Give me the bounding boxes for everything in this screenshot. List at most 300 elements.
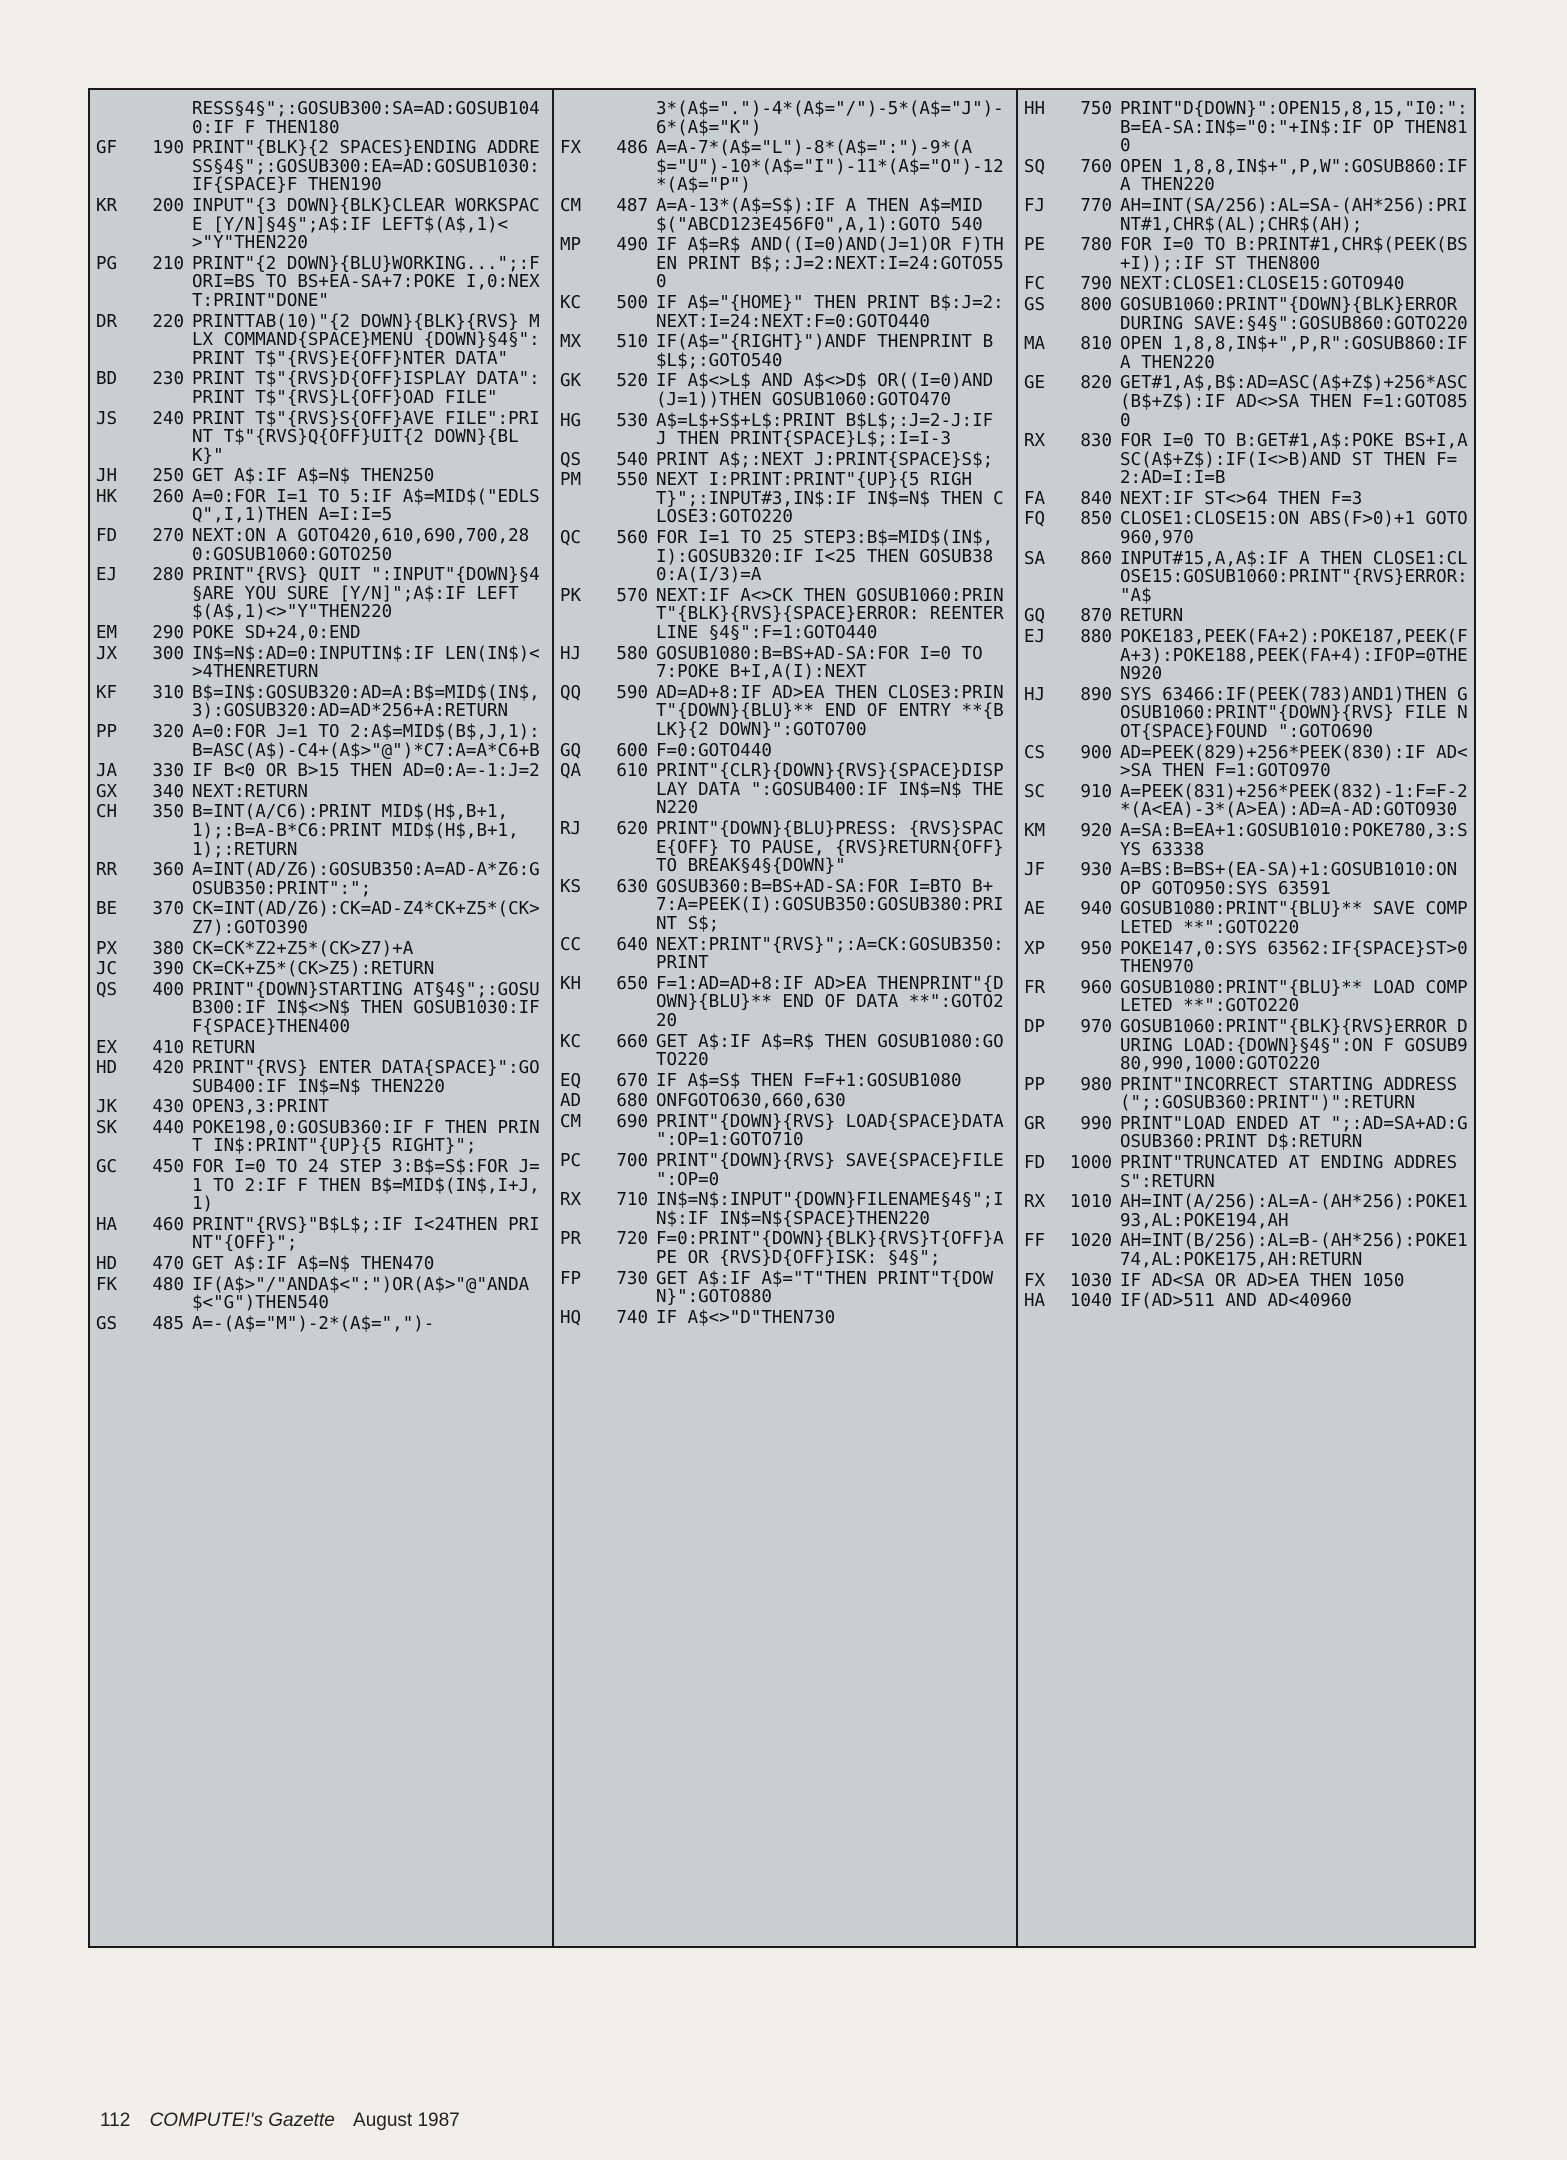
checksum: FX <box>1024 1270 1046 1291</box>
code-line <box>1024 334 1479 373</box>
line-number: 780 <box>1080 235 1112 256</box>
code-text: PRINT T$"{RVS}D{OFF}ISPLAY DATA":PRINT T$"{RVS}L{OFF}OAD FILE" <box>192 369 540 408</box>
checksum: PC <box>560 1151 582 1172</box>
line-number: 370 <box>152 899 184 920</box>
checksum: PM <box>560 470 582 491</box>
checksum: KC <box>560 292 582 313</box>
line-number: 930 <box>1080 860 1112 881</box>
checksum: MX <box>560 332 582 353</box>
code-text: SYS 63466:IF(PEEK(783)AND1)THEN GOSUB1060:PRINT"{DOWN}{RVS} FILE NOT{SPACE}FOUND ":GOTO690 <box>1120 684 1468 742</box>
checksum: JA <box>96 761 118 782</box>
code-text: GOSUB360:B=BS+AD-SA:FOR I=BTO B+7:A=PEEK(I):GOSUB350:GOSUB380:PRINT S$; <box>656 876 1004 934</box>
code-line <box>96 255 544 311</box>
checksum: KF <box>96 682 118 703</box>
line-number: 890 <box>1080 684 1112 705</box>
code-line <box>96 1255 544 1274</box>
code-line <box>96 566 544 622</box>
checksum: FP <box>560 1268 582 1289</box>
code-text: AH=INT(B/256):AL=B-(AH*256):POKE174,AL:POKE175,AH:RETURN <box>1120 1231 1468 1271</box>
code-text: A=A-7*(A$="L")-8*(A$=":")-9*(A$="U")-10*(A$="I")-11*(A$="O")-12*(A$="P") <box>656 138 1004 196</box>
line-number: 650 <box>616 973 648 994</box>
line-number: 510 <box>616 332 648 353</box>
issue-date: August 1987 <box>353 2110 460 2131</box>
code-line <box>96 723 544 760</box>
checksum: GQ <box>1024 606 1046 627</box>
line-number: 486 <box>616 138 648 159</box>
checksum: GE <box>1024 373 1046 394</box>
code-text: INPUT"{3 DOWN}{BLK}CLEAR WORKSPACE [Y/N]§4§";A$:IF LEFT$(A$,1)<>"Y"THEN220 <box>192 195 540 254</box>
code-line <box>96 527 544 564</box>
line-number: 290 <box>152 623 184 644</box>
code-line <box>1024 861 1470 898</box>
code-line <box>96 1039 544 1058</box>
line-number: 360 <box>152 860 184 881</box>
code-text: RESS§4§";:GOSUB300:SA=AD:GOSUB1040:IF F THEN180 <box>192 99 540 138</box>
line-number: 520 <box>616 371 648 392</box>
line-number: 690 <box>616 1111 648 1132</box>
code-text: A=BS:B=BS+(EA-SA)+1:GOSUB1010:ON OP GOTO950:SYS 63591 <box>1120 860 1468 899</box>
checksum: SK <box>96 1117 118 1138</box>
line-number: 970 <box>1080 1016 1112 1037</box>
code-line <box>96 1119 544 1156</box>
checksum: RX <box>560 1190 582 1211</box>
line-number: 420 <box>152 1058 184 1079</box>
code-line <box>96 900 544 937</box>
code-line <box>1024 1232 1470 1269</box>
line-number: 500 <box>616 292 648 313</box>
line-number: 770 <box>1080 195 1112 216</box>
checksum: PX <box>96 938 118 959</box>
code-line <box>560 742 1006 761</box>
line-number: 250 <box>152 466 184 487</box>
checksum: DP <box>1024 1016 1046 1037</box>
line-number: 880 <box>1080 627 1112 648</box>
code-text: OPEN 1,8,8,IN$+",P,W":GOSUB860:IF A THEN220 <box>1120 156 1479 196</box>
code-line <box>1024 686 1470 742</box>
code-text: B$=IN$:GOSUB320:AD=A:B$=MID$(IN$,3):GOSUB320:AD=AD*256+A:RETURN <box>192 682 540 722</box>
line-number: 800 <box>1080 294 1112 315</box>
checksum: SA <box>1024 548 1046 569</box>
checksum: BD <box>96 369 118 390</box>
checksum: PE <box>1024 235 1046 256</box>
line-number: 280 <box>152 565 184 586</box>
line-number: 870 <box>1080 606 1112 627</box>
page-number: 112 <box>100 2110 131 2131</box>
line-number: 580 <box>616 643 648 664</box>
checksum: FA <box>1024 488 1046 509</box>
code-text: PRINT"{DOWN}{RVS} LOAD{SPACE}DATA ":OP=1:GOTO710 <box>656 1111 1015 1151</box>
code-text: A=SA:B=EA+1:GOSUB1010:POKE780,3:SYS 63338 <box>1120 820 1468 860</box>
code-line <box>560 1270 1006 1307</box>
checksum: EJ <box>1024 627 1046 648</box>
line-number: 487 <box>616 195 648 216</box>
checksum: JK <box>96 1097 118 1118</box>
code-text: NEXT:IF A<>CK THEN GOSUB1060:PRINT"{BLK}{RVS}{SPACE}ERROR: REENTER LINE §4§":F=1:GOTO440 <box>656 585 1015 644</box>
code-text: AH=INT(A/256):AL=A-(AH*256):POKE193,AL:POKE194,AH <box>1120 1192 1468 1231</box>
checksum: RR <box>96 860 118 881</box>
checksum: MA <box>1024 334 1046 355</box>
code-text: IN$=N$:AD=0:INPUTIN$:IF LEN(IN$)<>4THENRETURN <box>192 643 540 683</box>
code-line <box>96 139 544 195</box>
code-text: IF B<0 OR B>15 THEN AD=0:A=-1:J=2 <box>192 761 540 782</box>
code-line <box>560 197 1006 234</box>
code-text: NEXT:PRINT"{RVS}";:A=CK:GOSUB350:PRINT <box>656 934 1004 974</box>
code-text: PRINT"TRUNCATED AT ENDING ADDRESS":RETURN <box>1120 1153 1458 1192</box>
code-text: CK=CK*Z2+Z5*(CK>Z7)+A <box>192 938 414 959</box>
code-text: CK=CK+Z5*(CK>Z5):RETURN <box>192 959 435 980</box>
code-line <box>1024 900 1470 937</box>
line-number: 750 <box>1080 99 1112 119</box>
line-number: 820 <box>1080 373 1112 394</box>
line-number: 730 <box>616 1268 648 1289</box>
line-number: 240 <box>152 408 184 429</box>
checksum: CS <box>1024 742 1046 763</box>
listing-column-3 <box>1016 90 1479 1946</box>
line-number: 410 <box>152 1037 184 1058</box>
checksum: JF <box>1024 860 1046 881</box>
line-number: 485 <box>152 1313 184 1334</box>
code-line <box>560 684 1006 740</box>
line-number: 340 <box>152 781 184 802</box>
code-text: A$=L$+S$+L$:PRINT B$L$;:J=2-J:IF J THEN PRINT{SPACE}L$;:I=I-3 <box>656 410 1004 450</box>
code-line <box>96 467 544 486</box>
checksum: HA <box>96 1214 118 1235</box>
code-text: PRINT"D{DOWN}":OPEN15,8,15,"I0:":B=EA-SA:IN$="0:"+IN$:IF OP THEN810 <box>1120 99 1468 157</box>
line-number: 640 <box>616 934 648 955</box>
code-text: GOSUB1080:B=BS+AD-SA:FOR I=0 TO 7:POKE B+I,A(I):NEXT <box>656 643 994 683</box>
code-text: NEXT:ON A GOTO420,610,690,700,280:GOSUB1060:GOTO250 <box>192 526 530 565</box>
checksum: JX <box>96 643 118 664</box>
code-line <box>96 960 544 979</box>
line-number: 850 <box>1080 509 1112 530</box>
line-number: 670 <box>616 1070 648 1091</box>
line-number: 610 <box>616 761 648 782</box>
checksum: GQ <box>560 740 582 761</box>
checksum: FQ <box>1024 509 1046 530</box>
code-line <box>96 1216 544 1253</box>
checksum: PP <box>96 722 118 742</box>
checksum: HJ <box>1024 684 1046 705</box>
checksum: FF <box>1024 1231 1046 1252</box>
code-text: PRINT"{RVS} QUIT ":INPUT"{DOWN}§4§ARE YOU SURE [Y/N]";A$:IF LEFT$(A$,1)<>"Y"THEN220 <box>192 565 540 623</box>
code-text: PRINT"{DOWN}{BLU}PRESS: {RVS}SPACE{OFF} TO PAUSE, {RVS}RETURN{OFF} TO BREAK§4§{DOWN}" <box>656 818 1015 877</box>
code-line <box>560 471 1006 527</box>
code-text: PRINT"{BLK}{2 SPACES}ENDING ADDRESS§4§";:GOSUB300:EA=AD:GOSUB1030:IF{SPACE}F THEN190 <box>192 138 540 196</box>
code-line <box>560 1191 1006 1228</box>
code-line <box>1024 510 1470 547</box>
code-text: AD=AD+8:IF AD>EA THEN CLOSE3:PRINT"{DOWN}{BLU}** END OF ENTRY **{BLK}{2 DOWN}":GOTO700 <box>656 682 1004 740</box>
line-number: 480 <box>152 1274 184 1295</box>
code-text: PRINT"{CLR}{DOWN}{RVS}{SPACE}DISPLAY DATA ":GOSUB400:IF IN$=N$ THEN220 <box>656 761 1004 819</box>
code-text: IF(AD>511 AND AD<40960 <box>1120 1291 1352 1312</box>
code-line <box>96 624 544 643</box>
code-line <box>1024 197 1470 234</box>
checksum: SC <box>1024 781 1046 802</box>
code-line <box>560 762 1006 818</box>
code-text: GOSUB1060:PRINT"{DOWN}{BLK}ERROR DURING SAVE:§4§":GOSUB860:GOTO220 <box>1120 294 1468 334</box>
code-text: 3*(A$=".")-4*(A$="/")-5*(A$="J")-6*(A$="K") <box>656 99 1004 138</box>
code-line <box>1024 822 1470 859</box>
checksum: FX <box>560 138 582 159</box>
code-text: F=0:GOTO440 <box>656 740 772 761</box>
line-number: 1000 <box>1069 1153 1112 1174</box>
code-line <box>96 979 551 1037</box>
line-number: 190 <box>152 138 184 159</box>
line-number: 550 <box>616 470 648 491</box>
line-number: 590 <box>616 682 648 703</box>
line-number: 940 <box>1080 899 1112 920</box>
code-line <box>560 1151 1015 1190</box>
checksum: EJ <box>96 565 118 586</box>
code-line <box>1024 783 1470 820</box>
checksum: GF <box>96 138 118 159</box>
line-number: 570 <box>616 585 648 606</box>
code-text: POKE SD+24,0:END <box>192 623 361 644</box>
code-line <box>560 1309 1006 1328</box>
code-line <box>96 803 544 859</box>
line-number: 540 <box>616 449 648 470</box>
code-line <box>560 333 1006 370</box>
code-line <box>560 1230 1006 1267</box>
code-text: NEXT I:PRINT:PRINT"{UP}{5 RIGHT}";:INPUT#3,IN$:IF IN$=N$ THEN CLOSE3:GOTO220 <box>656 470 1004 528</box>
code-text: IF AD<SA OR AD>EA THEN 1050 <box>1120 1270 1405 1291</box>
code-line <box>1024 275 1470 294</box>
line-number: 680 <box>616 1091 648 1112</box>
code-line <box>96 861 544 898</box>
line-number: 430 <box>152 1097 184 1118</box>
line-number: 790 <box>1080 274 1112 295</box>
checksum: CC <box>560 934 582 955</box>
code-line <box>1024 1115 1470 1152</box>
code-line <box>1024 1292 1470 1311</box>
line-number: 400 <box>152 979 184 1000</box>
code-line <box>1024 374 1470 430</box>
code-line <box>560 294 1006 331</box>
listing-column-2 <box>552 90 1015 1946</box>
checksum: AE <box>1024 899 1046 920</box>
code-text: FOR I=0 TO B:PRINT#1,CHR$(PEEK(BS+I));:IF ST THEN800 <box>1120 235 1468 274</box>
code-text: RETURN <box>192 1037 256 1058</box>
code-text: RETURN <box>1120 606 1184 627</box>
line-number: 320 <box>152 722 184 742</box>
line-number: 390 <box>152 959 184 980</box>
checksum: EX <box>96 1037 118 1058</box>
line-number: 310 <box>152 682 184 703</box>
code-line <box>560 936 1006 973</box>
checksum: HA <box>1024 1291 1046 1312</box>
checksum: KS <box>560 876 582 897</box>
code-text: A=0:FOR I=1 TO 5:IF A$=MID$("EDLSQ",I,1)THEN A=I:I=5 <box>192 486 540 526</box>
code-line <box>96 684 544 721</box>
code-text: IF A$<>L$ AND A$<>D$ OR((I=0)AND(J=1))THEN GOSUB1060:GOTO470 <box>656 371 994 410</box>
code-line <box>560 585 1015 644</box>
code-text: A=0:FOR J=1 TO 2:A$=MID$(B$,J,1):B=ASC(A$)-C4+(A$>"@")*C7:A=A*C6+B <box>192 722 540 761</box>
line-number: 700 <box>616 1151 648 1172</box>
checksum: HJ <box>560 643 582 664</box>
code-line <box>560 412 1006 449</box>
code-line <box>1024 548 1479 606</box>
checksum: FD <box>96 526 118 547</box>
checksum: RJ <box>560 818 582 839</box>
checksum: QS <box>560 449 582 470</box>
code-text: FOR I=0 TO B:GET#1,A$:POKE BS+I,ASC(A$+Z$):IF(I<>B)AND ST THEN F=2:AD=I:I=B <box>1120 431 1468 489</box>
code-line <box>1024 979 1470 1016</box>
code-line <box>96 313 544 369</box>
checksum: CM <box>560 1111 582 1132</box>
code-text: OPEN 1,8,8,IN$+",P,R":GOSUB860:IF A THEN220 <box>1120 334 1479 373</box>
code-text: PRINT"LOAD ENDED AT ";:AD=SA+AD:GOSUB360:PRINT D$:RETURN <box>1120 1113 1468 1153</box>
checksum: FK <box>96 1274 118 1295</box>
line-number: 260 <box>152 486 184 507</box>
code-text: IF(A$>"/"ANDA$<":")OR(A$>"@"ANDA$<"G")THEN540 <box>192 1274 530 1314</box>
line-number: 900 <box>1080 742 1112 763</box>
line-number: 210 <box>152 253 184 274</box>
line-number: 630 <box>616 876 648 897</box>
line-number: 230 <box>152 369 184 390</box>
code-text: F=1:AD=AD+8:IF AD>EA THENPRINT"{DOWN}{BLU}** END OF DATA **":GOTO220 <box>656 973 1004 1031</box>
code-line <box>560 1111 1015 1151</box>
code-text: PRINT"{RVS} ENTER DATA{SPACE}":GOSUB400:IF IN$=N$ THEN220 <box>192 1058 540 1097</box>
line-number: 300 <box>152 643 184 664</box>
magazine-name: COMPUTE!'s Gazette <box>149 2110 335 2131</box>
code-text: PRINTTAB(10)"{2 DOWN}{BLK}{RVS} MLX COMMAND{SPACE}MENU {DOWN}§4§":PRINT T$"{RVS}E{OFF}NTER DATA" <box>192 311 540 369</box>
code-text: IN$=N$:INPUT"{DOWN}FILENAME§4§";IN$:IF IN$=N${SPACE}THEN220 <box>656 1190 1004 1229</box>
code-line <box>1024 1272 1470 1291</box>
line-number: 710 <box>616 1190 648 1211</box>
code-line <box>1024 628 1470 684</box>
checksum: DR <box>96 311 118 332</box>
line-number: 350 <box>152 802 184 823</box>
code-line <box>96 645 544 682</box>
checksum: FC <box>1024 274 1046 295</box>
code-text: POKE147,0:SYS 63562:IF{SPACE}ST>0 THEN970 <box>1120 938 1479 978</box>
checksum: KM <box>1024 820 1046 841</box>
line-number: 910 <box>1080 781 1112 802</box>
code-text: IF A$=S$ THEN F=F+1:GOSUB1080 <box>656 1070 962 1091</box>
code-text: IF A$<>"D"THEN730 <box>656 1307 836 1328</box>
checksum: HG <box>560 410 582 431</box>
checksum: QS <box>96 979 118 1000</box>
checksum: EM <box>96 623 118 644</box>
code-text: OPEN3,3:PRINT <box>192 1097 329 1118</box>
page-footer <box>100 2110 460 2132</box>
code-text: GET A$:IF A$=N$ THEN470 <box>192 1254 435 1275</box>
code-line <box>560 878 1006 934</box>
line-number: 200 <box>152 195 184 216</box>
checksum: HQ <box>560 1307 582 1328</box>
checksum: GK <box>560 371 582 392</box>
checksum: HD <box>96 1254 118 1275</box>
code-text: CK=INT(AD/Z6):CK=AD-Z4*CK+Z5*(CK>Z7):GOTO390 <box>192 899 540 938</box>
line-number: 470 <box>152 1254 184 1275</box>
code-text: F=0:PRINT"{DOWN}{BLK}{RVS}T{OFF}APE OR {RVS}D{OFF}ISK: §4§"; <box>656 1229 1004 1269</box>
code-text: POKE198,0:GOSUB360:IF F THEN PRINT IN$:PRINT"{UP}{5 RIGHT}"; <box>192 1117 540 1157</box>
code-text: GET A$:IF A$=N$ THEN250 <box>192 466 435 487</box>
checksum: JS <box>96 408 118 429</box>
checksum: MP <box>560 235 582 256</box>
code-text: PRINT"{DOWN}{RVS} SAVE{SPACE}FILE ":OP=0 <box>656 1151 1015 1190</box>
checksum: RX <box>1024 1192 1046 1213</box>
line-number: 490 <box>616 235 648 256</box>
code-line <box>96 1315 544 1334</box>
line-number: 720 <box>616 1229 648 1250</box>
code-text: B=INT(A/C6):PRINT MID$(H$,B+1,1);:B=A-B*C6:PRINT MID$(H$,B+1,1);:RETURN <box>192 802 519 860</box>
checksum: PR <box>560 1229 582 1250</box>
checksum: QQ <box>560 682 582 703</box>
code-line <box>1024 1076 1470 1113</box>
code-line <box>96 370 544 407</box>
code-line <box>1024 1154 1470 1191</box>
checksum: FR <box>1024 977 1046 998</box>
code-line <box>560 529 1006 585</box>
line-number: 220 <box>152 311 184 332</box>
checksum: JC <box>96 959 118 980</box>
code-line <box>1024 490 1470 509</box>
code-text: A=A-13*(A$=S$):IF A THEN A$=MID$("ABCD123E456F0",A,1):GOTO 540 <box>656 195 983 235</box>
checksum: CM <box>560 195 582 216</box>
code-text: A=-(A$="M")-2*(A$=",")- <box>192 1313 435 1334</box>
line-number: 660 <box>616 1031 648 1052</box>
line-number: 270 <box>152 526 184 547</box>
code-line <box>96 410 544 466</box>
checksum: HH <box>1024 99 1046 119</box>
code-text: GOSUB1080:PRINT"{BLU}** SAVE COMPLETED **":GOTO220 <box>1120 899 1468 938</box>
code-line <box>96 1158 544 1214</box>
checksum: HD <box>96 1058 118 1079</box>
code-text: GET#1,A$,B$:AD=ASC(A$+Z$)+256*ASC(B$+Z$):IF AD<>SA THEN F=1:GOTO850 <box>1120 373 1468 431</box>
code-text: PRINT T$"{RVS}S{OFF}AVE FILE":PRINT T$"{RVS}Q{OFF}UIT{2 DOWN}{BLK}" <box>192 408 540 466</box>
code-text: NEXT:CLOSE1:CLOSE15:GOTO940 <box>1120 274 1405 295</box>
line-number: 620 <box>616 818 648 839</box>
code-line <box>560 645 1006 682</box>
line-number: 530 <box>616 410 648 431</box>
code-text: CLOSE1:CLOSE15:ON ABS(F>0)+1 GOTO960,970 <box>1120 509 1468 549</box>
line-number: 990 <box>1080 1113 1112 1134</box>
code-text: GET A$:IF A$="T"THEN PRINT"T{DOWN}":GOTO880 <box>656 1268 994 1308</box>
code-line <box>1024 607 1470 626</box>
code-text: GOSUB1080:PRINT"{BLU}** LOAD COMPLETED **":GOTO220 <box>1120 977 1468 1017</box>
line-number: 450 <box>152 1157 184 1178</box>
code-line <box>560 139 1006 195</box>
code-text: GET A$:IF A$=R$ THEN GOSUB1080:GOTO220 <box>656 1031 1004 1071</box>
checksum: GX <box>96 781 118 802</box>
checksum: PG <box>96 253 118 274</box>
code-text: PRINT"{2 DOWN}{BLU}WORKING...";:FORI=BS TO BS+EA-SA+7:POKE I,0:NEXT:PRINT"DONE" <box>192 253 540 311</box>
line-number: 600 <box>616 740 648 761</box>
line-number: 860 <box>1080 548 1112 569</box>
code-text: IF A$=R$ AND((I=0)AND(J=1)OR F)THEN PRINT B$;:J=2:NEXT:I=24:GOTO550 <box>656 235 1004 293</box>
line-number: 760 <box>1080 156 1112 177</box>
checksum: RX <box>1024 431 1046 452</box>
code-line <box>560 451 1006 470</box>
checksum: EQ <box>560 1070 582 1091</box>
code-text: AH=INT(SA/256):AL=SA-(AH*256):PRINT#1,CHR$(AL);CHR$(AH); <box>1120 195 1468 235</box>
code-line <box>1024 296 1470 333</box>
code-text: FOR I=0 TO 24 STEP 3:B$=S$:FOR J=1 TO 2:IF F THEN B$=MID$(IN$,I+J,1) <box>192 1157 540 1215</box>
code-text: ONFGOTO630,660,630 <box>656 1091 846 1112</box>
checksum: KH <box>560 973 582 994</box>
code-text: INPUT#15,A,A$:IF A THEN CLOSE1:CLOSE15:GOSUB1060:PRINT"{RVS}ERROR: "A$ <box>1120 548 1479 606</box>
checksum: QA <box>560 761 582 782</box>
line-number: 980 <box>1080 1074 1112 1095</box>
checksum: GC <box>96 1157 118 1178</box>
checksum: GR <box>1024 1113 1046 1134</box>
line-number: 740 <box>616 1307 648 1328</box>
code-line <box>96 197 544 253</box>
checksum: KC <box>560 1031 582 1052</box>
code-line <box>96 783 544 802</box>
code-line <box>96 940 544 959</box>
